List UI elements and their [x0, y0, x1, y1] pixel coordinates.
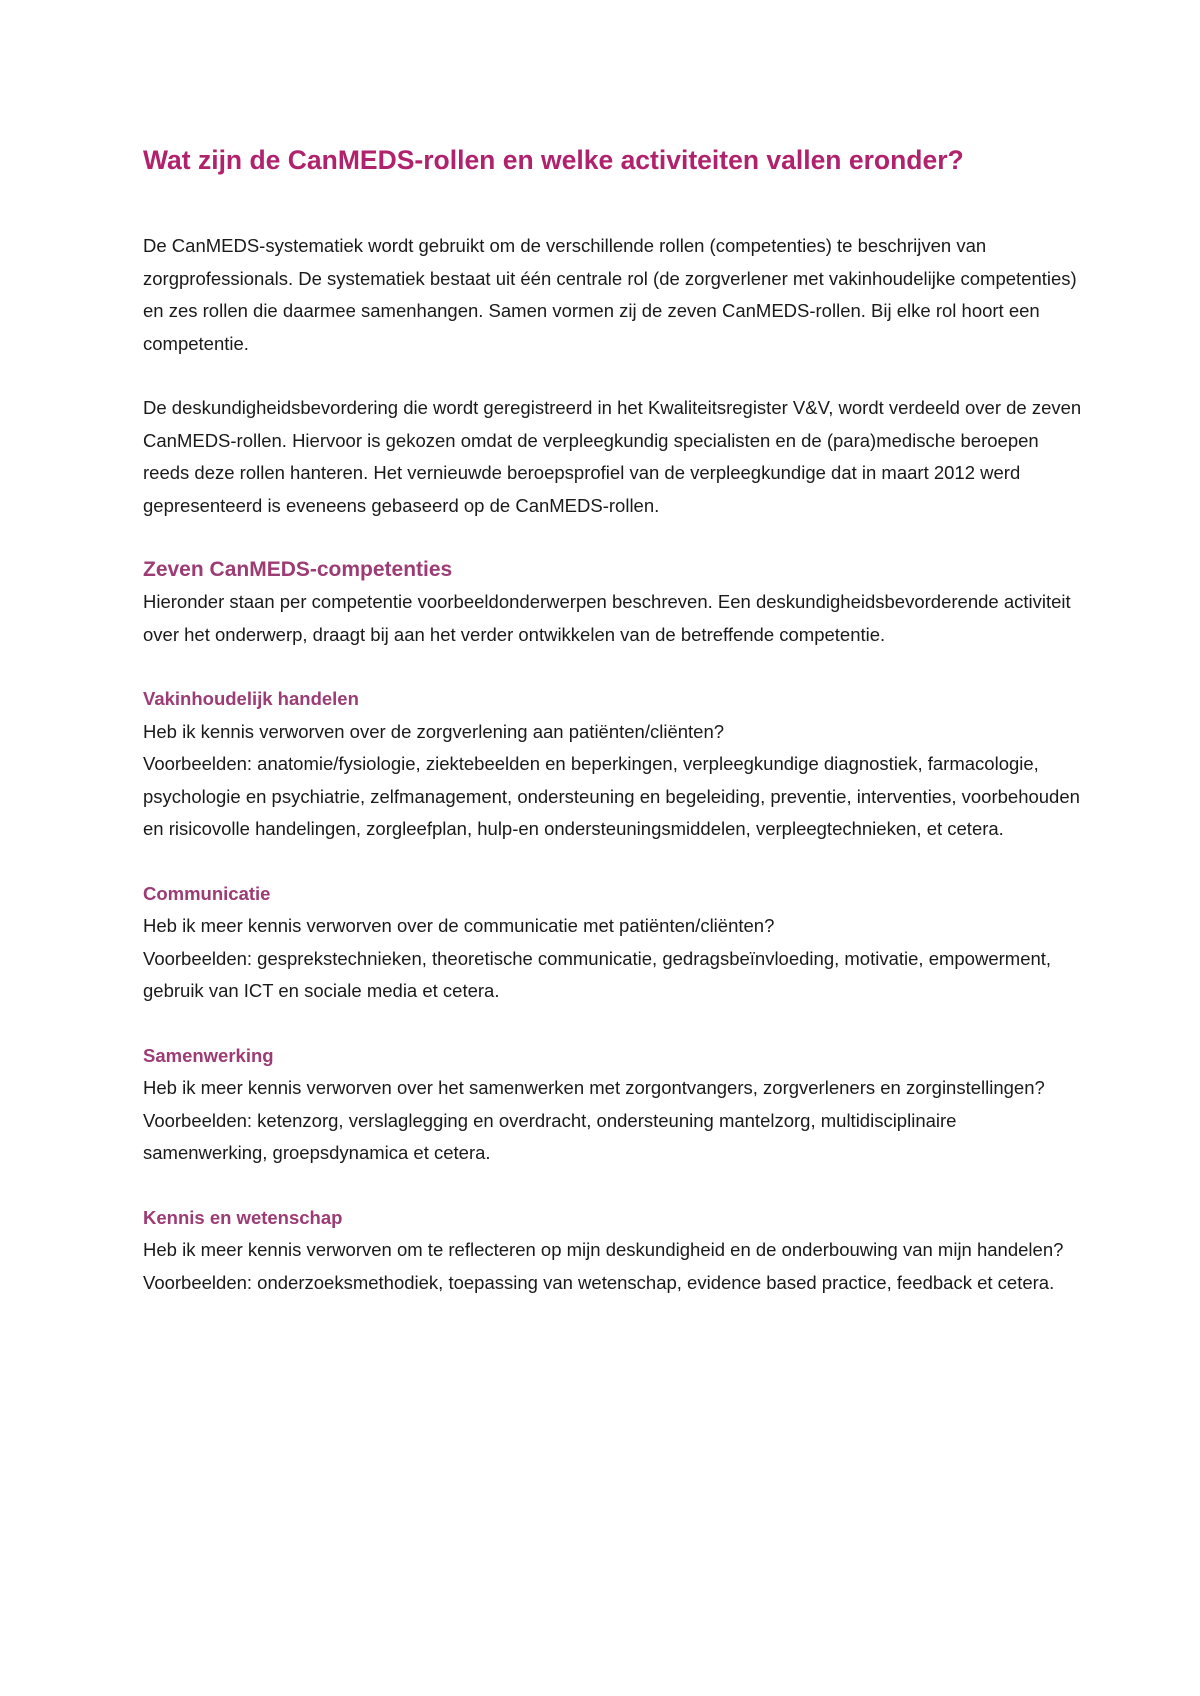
section-heading: Zeven CanMEDS-competenties — [143, 558, 453, 581]
competency-body — [143, 716, 1083, 846]
competency-heading: Kennis en wetenschap — [143, 1206, 343, 1228]
competency-body — [143, 1234, 1083, 1299]
intro-paragraph-2: De deskundigheidsbevordering die wordt geregistreerd in het Kwaliteitsregister V&V, wordt verdeeld over de zeven CanMEDS-rollen. Hiervoor is gekozen omdat de verpleegkundig specialisten en de (para)medische beroepen reeds deze rollen hanteren. Het vernieuwde beroepsprofiel van de verpleegkundige dat in maart 2012 werd gepresenteerd is eveneens gebaseerd op de CanMEDS-rollen. — [143, 397, 1082, 516]
competency-examples: Voorbeelden: onderzoeksmethodiek, toepassing van wetenschap, evidence based practice, feedback et cetera. — [143, 1271, 1055, 1293]
competency-samenwerking — [143, 1040, 1083, 1170]
competency-examples: Voorbeelden: ketenzorg, verslaglegging en overdracht, ondersteuning mantelzorg, multidisciplinaire samenwerking, groepsdynamica et cetera. — [143, 1109, 957, 1163]
competency-heading: Vakinhoudelijk handelen — [143, 688, 359, 709]
competency-question: Heb ik kennis verworven over de zorgverlening aan patiënten/cliënten? — [143, 720, 725, 742]
competency-question: Heb ik meer kennis verworven over het samenwerken met zorgontvangers, zorgverleners en zorginstellingen? — [143, 1077, 1045, 1098]
intro-paragraph-1: De CanMEDS-systematiek wordt gebruikt om de verschillende rollen (competenties) te beschrijven van zorgprofessionals. De systematiek bestaat uit één centrale rol (de zorgverlener met vakinhoudelijke competenties) en zes rollen die daarmee samenhangen. Samen vormen zij de zeven CanMEDS-rollen. Bij elke rol hoort een competentie. — [143, 235, 1077, 354]
competency-communicatie — [143, 878, 1083, 1008]
page-title: Wat zijn de CanMEDS-rollen en welke activiteiten vallen eronder? — [143, 145, 964, 175]
competency-examples: Voorbeelden: anatomie/fysiologie, ziektebeelden en beperkingen, verpleegkundige diagnostiek, farmacologie, psychologie en psychiatrie, zelfmanagement, ondersteuning en begeleiding, preventie, interventies, voorbehouden en risicovolle handelingen, zorgleefplan, hulp-en ondersteuningsmiddelen, verpleegtechnieken, et cetera. — [143, 753, 1080, 839]
competency-question: Heb ik meer kennis verworven over de communicatie met patiënten/cliënten? — [143, 915, 775, 936]
competency-heading: Samenwerking — [143, 1044, 274, 1066]
document-page — [143, 140, 1083, 1331]
competency-heading: Communicatie — [143, 882, 271, 904]
competency-vakinhoudelijk-handelen — [143, 683, 1083, 846]
section-intro: Hieronder staan per competentie voorbeeldonderwerpen beschreven. Een deskundigheidsbevorderende activiteit over het onderwerp, draagt bij aan het verder ontwikkelen van de betreffende competentie. — [143, 591, 1071, 645]
competency-body — [143, 910, 1083, 1008]
competency-kennis-en-wetenschap — [143, 1202, 1083, 1300]
competency-question: Heb ik meer kennis verworven om te reflecteren op mijn deskundigheid en de onderbouwing van mijn handelen? — [143, 1239, 1064, 1260]
competency-body — [143, 1072, 1083, 1170]
competency-examples: Voorbeelden: gesprekstechnieken, theoretische communicatie, gedragsbeïnvloeding, motivatie, empowerment, gebruik van ICT en sociale media et cetera. — [143, 947, 1052, 1001]
